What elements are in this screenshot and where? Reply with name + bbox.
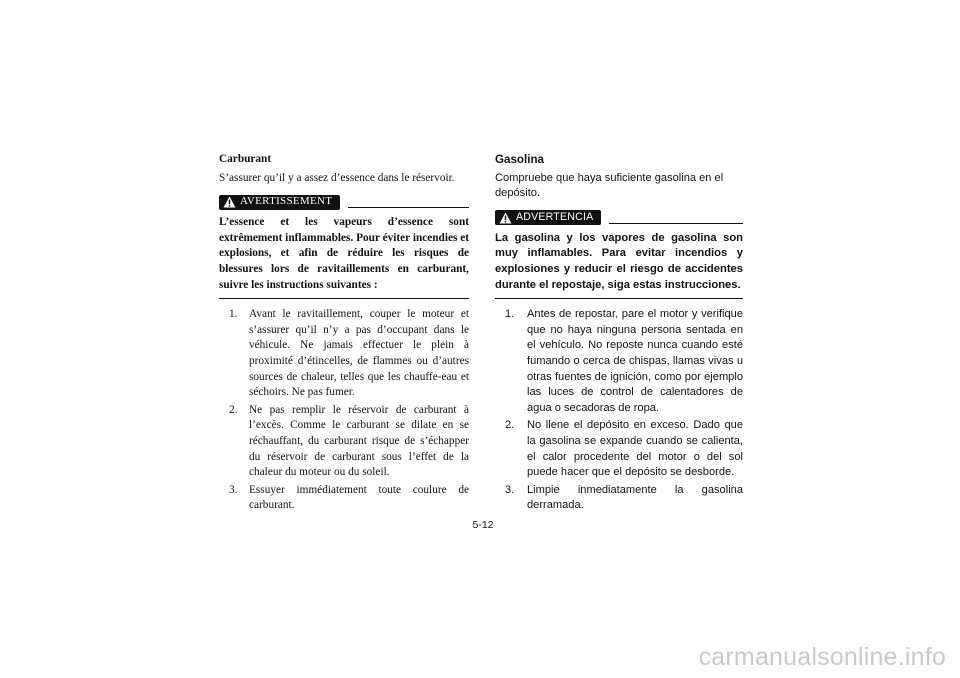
list-item — [219, 307, 469, 401]
list-item — [219, 483, 469, 514]
intro-text: Compruebe que haya suficiente gasolina en el depósito. — [495, 171, 724, 200]
item-text: Ne pas remplir le réservoir de carburant à l’excès. Comme le carburant se dilate en se réchauffant, du carburant risque de s’échapper du réservoir de carburant sous l’effet de la chaleur du moteur ou du soleil. — [249, 403, 469, 479]
section-heading: Carburant — [219, 153, 272, 165]
item-number: 2. — [505, 419, 515, 432]
warning-triangle-icon — [223, 196, 236, 208]
warning-triangle-icon — [499, 212, 512, 224]
item-text: Antes de repostar, pare el motor y verifique que no haya ninguna persona sentada en el vehículo. No reposte nunca cuando esté fumando o cerca de chispas, llamas vivas u otras fuentes de ignición, como por ejemplo las luces de control de calentadores de agua o secadoras de ropa. — [527, 308, 743, 414]
list-item — [495, 418, 743, 480]
french-column — [219, 152, 469, 516]
warning-label: AVERTISSEMENT — [240, 195, 333, 208]
warning-text: La gasolina y los vapores de gasolina son muy inflamables. Para evitar incendios y explosiones y reducir el riesgo de accidentes durante el repostaje, siga estas instrucciones. — [495, 231, 743, 299]
item-text: Limpie inmediatamente la gasolina derramada. — [527, 483, 743, 512]
list-item — [495, 483, 743, 514]
watermark: carmanualsonline.info — [698, 643, 946, 671]
section-heading: Gasolina — [495, 153, 544, 166]
item-number: 3. — [229, 483, 238, 496]
instruction-list — [219, 307, 469, 514]
item-text: Avant le ravitaillement, couper le moteur et s’assurer qu’il n’y a pas d’occupant dans le véhicule. Ne jamais effectuer le plein à proximité d’étincelles, de flammes ou d’autres sources de chaleur, telles que les chauffe-eau et séchoirs. Ne pas fumer. — [249, 308, 469, 399]
item-text: Essuyer immédiatement toute coulure de carburant. — [249, 483, 469, 512]
warning-badge — [219, 195, 340, 210]
intro-text: S’assurer qu’il y a assez d’essence dans le réservoir. — [219, 171, 455, 184]
item-number: 2. — [229, 403, 238, 416]
warning-rule — [348, 207, 469, 208]
item-number: 1. — [229, 308, 238, 321]
list-item — [219, 403, 469, 481]
warning-label: ADVERTENCIA — [516, 210, 594, 223]
warning-text: L’essence et les vapeurs d’essence sont extrêmement inflammables. Pour éviter incendies et explosions, et afin de réduire les risques de blessures lors de ravitaillements en carburant, suivre les instructions suivantes : — [219, 215, 469, 299]
warning-header — [495, 209, 743, 227]
page-number: 5-12 — [472, 519, 494, 531]
warning-badge — [495, 210, 601, 225]
warning-header — [219, 193, 469, 211]
item-number: 1. — [505, 308, 515, 321]
list-item — [495, 307, 743, 416]
spanish-column — [495, 152, 743, 516]
item-number: 3. — [505, 483, 515, 496]
warning-rule — [609, 223, 743, 224]
instruction-list — [495, 307, 743, 514]
item-text: No llene el depósito en exceso. Dado que la gasolina se expande cuando se calienta, el calor procedente del motor o del sol puede hacer que el depósito se desborde. — [527, 419, 743, 479]
